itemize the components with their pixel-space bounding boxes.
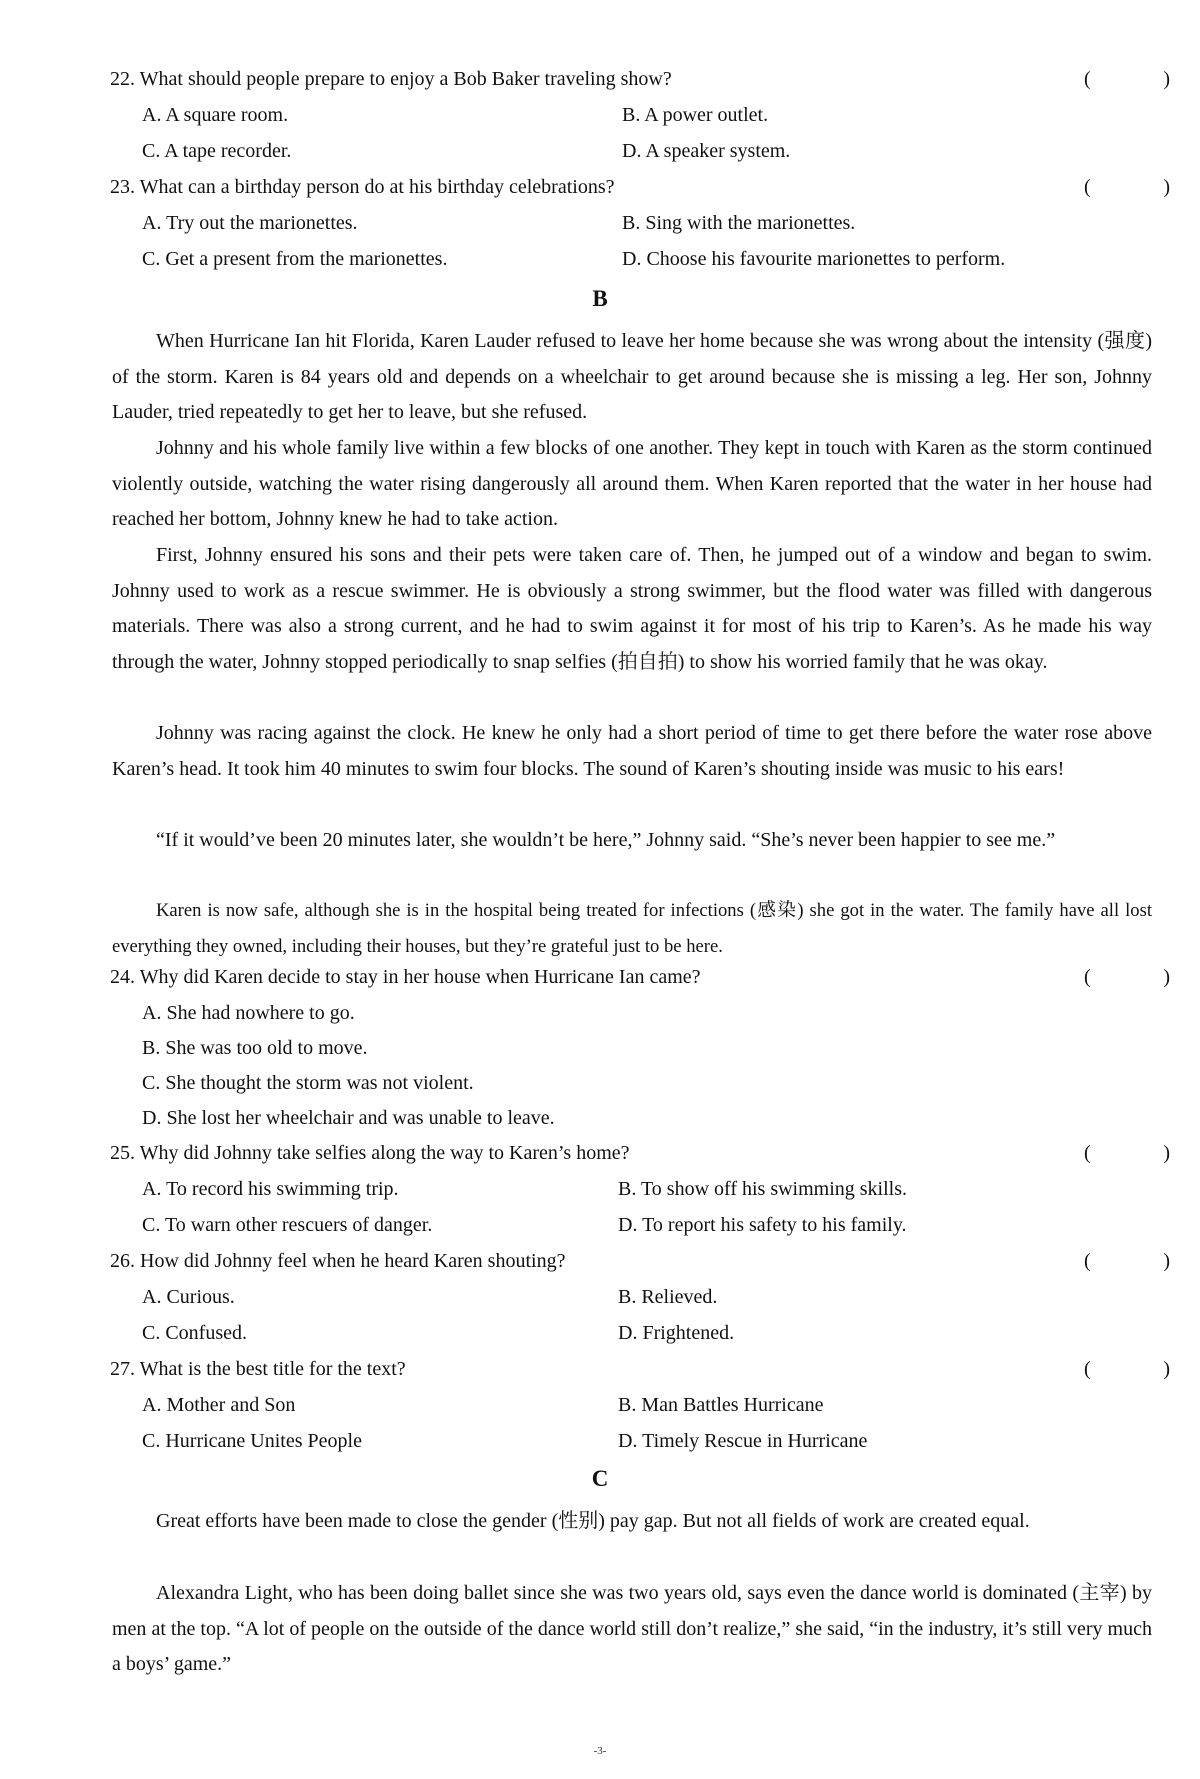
option-d: D. She lost her wheelchair and was unable to leave. — [142, 1107, 555, 1129]
option-c: C. She thought the storm was not violent. — [142, 1072, 474, 1094]
option-a: A. To record his swimming trip. — [142, 1178, 399, 1200]
option-a: A. Mother and Son — [142, 1394, 296, 1416]
passage-paragraph: First, Johnny ensured his sons and their pets were taken care of. Then, he jumped out of a window and began to swim. Johnny used to work as a rescue swimmer. He is obviously a strong swimmer, but the flood water was filled with dangerous materials. There was also a strong current, and he had to swim against it for most of his trip to Karen’s. As he made his way through the water, Johnny stopped periodically to snap selfies (拍自拍) to show his worried family that he was okay. — [112, 544, 1152, 673]
option-b: B. Relieved. — [618, 1286, 718, 1308]
option-d: D. Choose his favourite marionettes to perform. — [622, 248, 1006, 270]
question-stem: 25. Why did Johnny take selfies along the way to Karen’s home? — [110, 1142, 630, 1164]
question-stem: 27. What is the best title for the text? — [110, 1358, 406, 1380]
question-22 — [110, 68, 1170, 102]
option-d: D. Frightened. — [618, 1322, 735, 1344]
question-26 — [110, 1250, 1170, 1284]
option-c: C. Confused. — [142, 1322, 247, 1344]
passage-paragraph: Karen is now safe, although she is in the hospital being treated for infections (感染) she got in the water. The family have all lost everything they owned, including their houses, but they’re grateful just to be here. — [112, 900, 1152, 957]
answer-blank[interactable]: ( ) — [1084, 966, 1170, 988]
option-d: D. To report his safety to his family. — [618, 1214, 907, 1236]
option-d: D. Timely Rescue in Hurricane — [618, 1430, 868, 1452]
answer-blank[interactable]: ( ) — [1084, 176, 1170, 198]
answer-blank[interactable]: ( ) — [1084, 1250, 1170, 1272]
option-a: A. Try out the marionettes. — [142, 212, 358, 234]
passage-paragraph: When Hurricane Ian hit Florida, Karen Lauder refused to leave her home because she was wrong about the intensity (强度) of the storm. Karen is 84 years old and depends on a wheelchair to get around because she is missing a leg. Her son, Johnny Lauder, tried repeatedly to get her to leave, but she refused. — [112, 330, 1152, 423]
question-stem: 23. What can a birthday person do at his birthday celebrations? — [110, 176, 615, 198]
option-a: A. A square room. — [142, 104, 289, 126]
option-b: B. Sing with the marionettes. — [622, 212, 856, 234]
option-c: C. Get a present from the marionettes. — [142, 248, 448, 270]
option-c: C. Hurricane Unites People — [142, 1430, 362, 1452]
option-b: B. She was too old to move. — [142, 1037, 368, 1059]
page-number: -3- — [593, 1745, 607, 1757]
answer-blank[interactable]: ( ) — [1084, 1142, 1170, 1164]
section-heading-b: B — [592, 286, 608, 311]
passage-paragraph: Alexandra Light, who has been doing ballet since she was two years old, says even the dance world is dominated (主宰) by men at the top. “A lot of people on the outside of the dance world still don’t realize,” she said, “in the industry, it’s still very much a boys’ game.” — [112, 1582, 1152, 1675]
passage-paragraph: Great efforts have been made to close the gender (性别) pay gap. But not all fields of work are created equal. — [156, 1510, 1030, 1532]
question-25 — [110, 1142, 1170, 1176]
answer-blank[interactable]: ( ) — [1084, 1358, 1170, 1380]
question-24 — [110, 966, 1170, 1000]
option-c: C. To warn other rescuers of danger. — [142, 1214, 433, 1236]
answer-blank[interactable]: ( ) — [1084, 68, 1170, 90]
question-27 — [110, 1358, 1170, 1392]
option-c: C. A tape recorder. — [142, 140, 292, 162]
question-23 — [110, 176, 1170, 210]
passage-paragraph: Johnny and his whole family live within a few blocks of one another. They kept in touch with Karen as the storm continued violently outside, watching the water rising dangerously all around them. When Karen reported that the water in her house had reached her bottom, Johnny knew he had to take action. — [112, 437, 1152, 530]
option-a: A. She had nowhere to go. — [142, 1002, 355, 1024]
passage-paragraph: “If it would’ve been 20 minutes later, she wouldn’t be here,” Johnny said. “She’s never been happier to see me.” — [156, 829, 1056, 851]
option-b: B. To show off his swimming skills. — [618, 1178, 908, 1200]
question-stem: 26. How did Johnny feel when he heard Karen shouting? — [110, 1250, 566, 1272]
option-b: B. A power outlet. — [622, 104, 769, 126]
option-a: A. Curious. — [142, 1286, 235, 1308]
passage-paragraph: Johnny was racing against the clock. He knew he only had a short period of time to get there before the water rose above Karen’s head. It took him 40 minutes to swim four blocks. The sound of Karen’s shouting inside was music to his ears! — [112, 722, 1152, 780]
option-b: B. Man Battles Hurricane — [618, 1394, 824, 1416]
option-d: D. A speaker system. — [622, 140, 791, 162]
section-heading-c: C — [591, 1466, 609, 1491]
question-stem: 24. Why did Karen decide to stay in her house when Hurricane Ian came? — [110, 966, 701, 988]
question-stem: 22. What should people prepare to enjoy a Bob Baker traveling show? — [110, 68, 672, 90]
